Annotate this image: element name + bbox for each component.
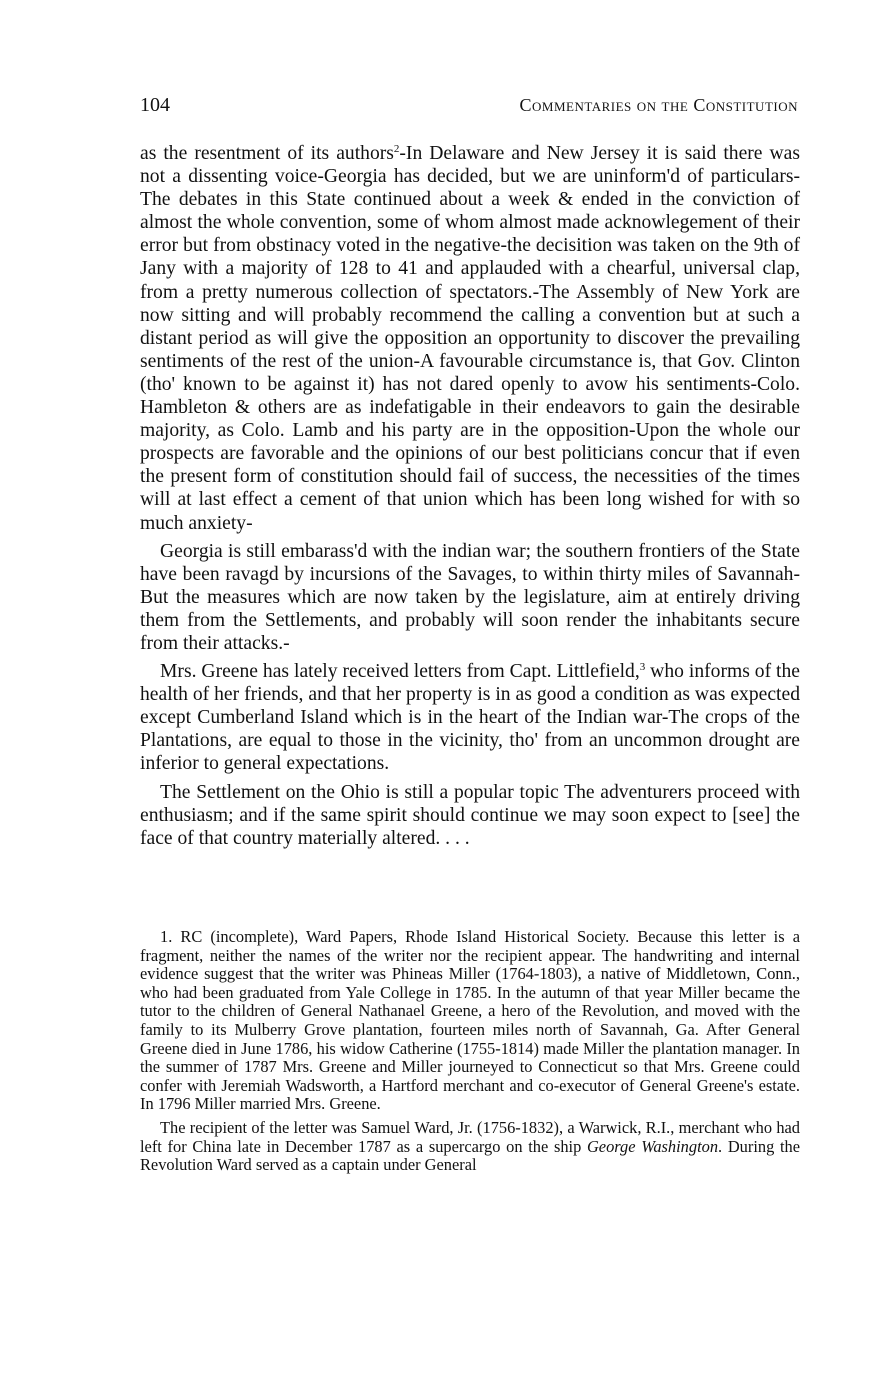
paragraph-1-text-b: -In Delaware and New Jersey it is said there was not a dissenting voice-Georgia has decided, but we are uninform'd of particulars-The debates in this State continued about a week & ended in the conviction of almost the whole convention, some of whom almost made acknowlegement of their error but from obstinacy voted in the negative-the decisition was taken on the 9th of Jany with a majority of 128 to 41 and applauded with a chearful, universal clap, from a pretty numerous collection of spectators.-The Assembly of New York are now sitting and will probably recommend the calling a convention but at such a distant period as will give the opposition an opportunity to discover the prevailing sentiments of the rest of the union-A favourable circumstance is, that Gov. Clinton (tho' known to be against it) has not dared openly to avow his sentiments-Colo. Hambleton & others are as indefatigable in their endeavors to gain the desirable majority, as Colo. Lamb and his party are in the opposition-Upon the whole our prospects are favorable and the opinions of our best politicians concur that if even the present form of constitution should fail of success, the necessities of the times will at last effect a cement of that union which has been long wished for with so much anxiety- <box>140 143 801 534</box>
paragraph-1-text-a: as the resentment of its authors <box>140 143 394 164</box>
footnote-ref-2: 2 <box>393 143 400 155</box>
running-head: Commentaries on the Constitution <box>519 95 798 115</box>
footnote-1-continued <box>140 1119 800 1175</box>
footnote-text-b: . During the Revolution Ward served as a captain under General <box>140 1136 800 1175</box>
paragraph-4: The Settlement on the Ohio is still a popular topic The adventurers proceed with enthusiasm; and if the same spirit should continue we may soon expect to [see] the face of that country materially altered. . . . <box>140 781 800 849</box>
paragraph-1 <box>140 142 800 535</box>
footnote-1: 1. RC (incomplete), Ward Papers, Rhode Island Historical Society. Because this letter is a fragment, neither the names of the writer nor the recipient appear. The handwriting and internal evidence suggest that the writer was Phineas Miller (1764-1803), a native of Middletown, Conn., who had been graduated from Yale College in 1785. In the autumn of that year Miller became the tutor to the children of General Nathanael Greene, a hero of the Revolution, and moved with the family to its Mulberry Grove plantation, fourteen miles north of Savannah, Ga. After General Greene died in June 1786, his widow Catherine (1755-1814) made Miller the plantation manager. In the summer of 1787 Mrs. Greene and Miller journeyed to Connecticut so that Mrs. Greene could confer with Jeremiah Wadsworth, a Hartford merchant and co-executor of General Greene's estate. In 1796 Miller married Mrs. Greene. <box>140 927 800 1114</box>
ship-name: George Washington <box>586 1136 719 1156</box>
footnote-ref-3: 3 <box>639 661 646 674</box>
footnote-text-a: The recipient of the letter was Samuel Ward, Jr. (1756-1832), a Warwick, R.I., merchant who had left for China late in December 1787 as a supercargo on the ship <box>140 1117 800 1156</box>
page-number: 104 <box>140 94 170 116</box>
footnotes <box>140 928 800 1175</box>
page-header <box>140 94 798 117</box>
paragraph-3-text-b: who informs of the health of her friends, and that her property is in as good a condition as was expected except Cumberland Island which is in the heart of the Indian war-The crops of the Plantations, are equal to those in the vicinity, tho' from an uncommon drought are inferior to general expectations. <box>140 661 800 775</box>
paragraph-2: Georgia is still embarass'd with the indian war; the southern frontiers of the State have been ravagd by incursions of the Savages, to within thirty miles of Savannah-But the measures which are now taken by the legislature, aim at entirely driving them from the Settlements, and probably will soon render the inhabitants secure from their attacks.- <box>140 540 800 654</box>
main-text <box>140 142 800 850</box>
paragraph-3 <box>140 660 800 775</box>
paragraph-3-text-a: Mrs. Greene has lately received letters from Capt. Littlefield, <box>160 661 640 683</box>
